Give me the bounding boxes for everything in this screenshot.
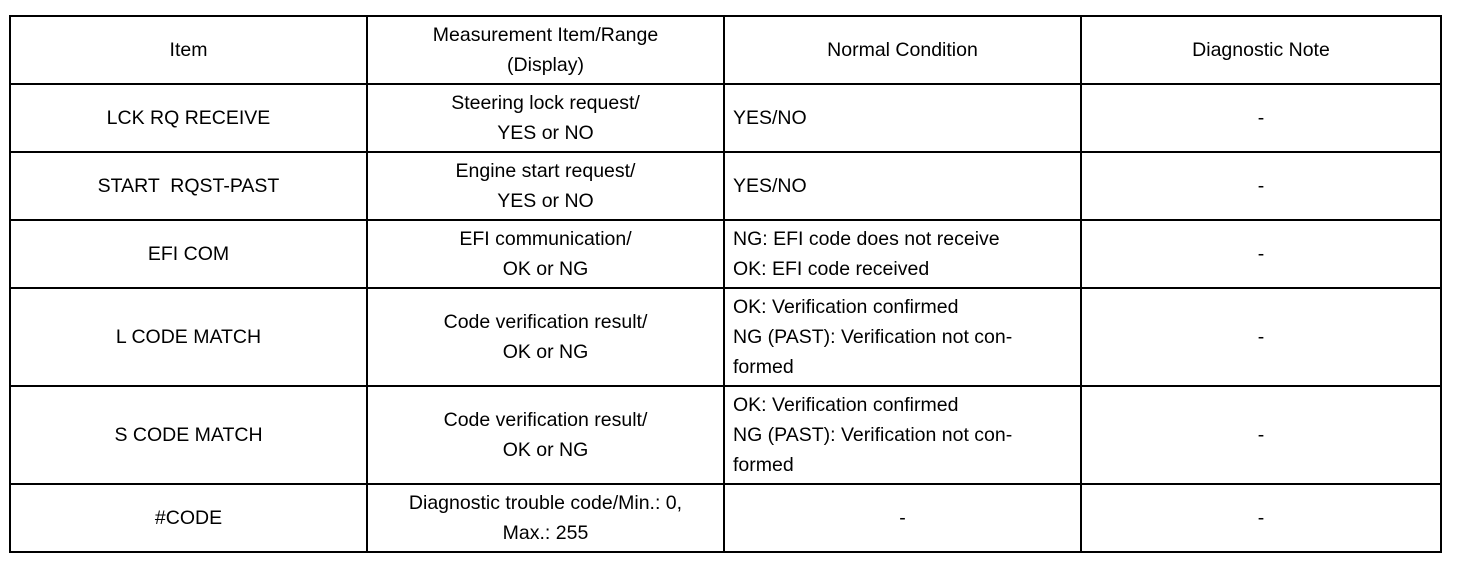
cell-normal-line: YES/NO (733, 175, 807, 197)
cell-diagnostic-note: - (1081, 220, 1441, 288)
cell-normal-line: NG (PAST): Verification not con- (733, 326, 1013, 348)
cell-normal-condition (724, 484, 1081, 552)
cell-measurement (367, 386, 724, 484)
table-row (10, 386, 1441, 484)
header-normal-condition: Normal Condition (724, 16, 1081, 84)
cell-measurement-line: OK or NG (502, 258, 589, 280)
cell-normal-line: NG (PAST): Verification not con- (733, 424, 1013, 446)
cell-diagnostic-note: - (1081, 288, 1441, 386)
cell-measurement (367, 152, 724, 220)
cell-measurement (367, 220, 724, 288)
cell-diagnostic-note: - (1081, 484, 1441, 552)
cell-item: L CODE MATCH (10, 288, 367, 386)
header-diagnostic-note: Diagnostic Note (1081, 16, 1441, 84)
diagnostic-data-table (9, 15, 1442, 553)
cell-normal-condition (724, 386, 1081, 484)
cell-measurement-line: Engine start request/ (455, 160, 636, 182)
cell-normal-line: formed (733, 356, 794, 378)
cell-normal-line: OK: Verification confirmed (733, 394, 959, 416)
cell-measurement-line: Max.: 255 (502, 522, 589, 544)
cell-measurement-line: Code verification result/ (443, 409, 648, 431)
header-item: Item (10, 16, 367, 84)
cell-diagnostic-note: - (1081, 84, 1441, 152)
cell-measurement-line: Steering lock request/ (451, 92, 640, 114)
cell-measurement-line: YES or NO (497, 122, 594, 144)
cell-diagnostic-note: - (1081, 386, 1441, 484)
cell-normal-condition (724, 220, 1081, 288)
table-row (10, 152, 1441, 220)
cell-measurement (367, 484, 724, 552)
cell-item: S CODE MATCH (10, 386, 367, 484)
cell-normal-condition (724, 288, 1081, 386)
cell-item: EFI COM (10, 220, 367, 288)
cell-normal-line: NG: EFI code does not receive (733, 228, 1000, 250)
table-row (10, 288, 1441, 386)
header-measurement-line: Measurement Item/Range (432, 24, 659, 46)
cell-measurement-line: Code verification result/ (443, 311, 648, 333)
table-row (10, 220, 1441, 288)
cell-item-text: START RQST-PAST (97, 175, 280, 197)
header-measurement (367, 16, 724, 84)
cell-measurement (367, 288, 724, 386)
cell-diagnostic-note: - (1081, 152, 1441, 220)
cell-normal-condition (724, 152, 1081, 220)
cell-measurement-line: OK or NG (502, 439, 589, 461)
cell-normal-line: formed (733, 454, 794, 476)
cell-normal-condition (724, 84, 1081, 152)
cell-measurement-line: EFI communication/ (459, 228, 632, 250)
cell-normal-line: - (899, 507, 906, 529)
cell-normal-line: OK: Verification confirmed (733, 296, 959, 318)
cell-normal-line: YES/NO (733, 107, 807, 129)
table-row (10, 484, 1441, 552)
cell-item: #CODE (10, 484, 367, 552)
cell-measurement (367, 84, 724, 152)
cell-measurement-line: Diagnostic trouble code/Min.: 0, (408, 492, 683, 514)
table-row (10, 84, 1441, 152)
cell-item (10, 152, 367, 220)
table-header-row (10, 16, 1441, 84)
header-measurement-line: (Display) (507, 54, 584, 76)
cell-normal-line: OK: EFI code received (733, 258, 930, 280)
cell-item: LCK RQ RECEIVE (10, 84, 367, 152)
cell-measurement-line: YES or NO (497, 190, 594, 212)
cell-measurement-line: OK or NG (502, 341, 589, 363)
